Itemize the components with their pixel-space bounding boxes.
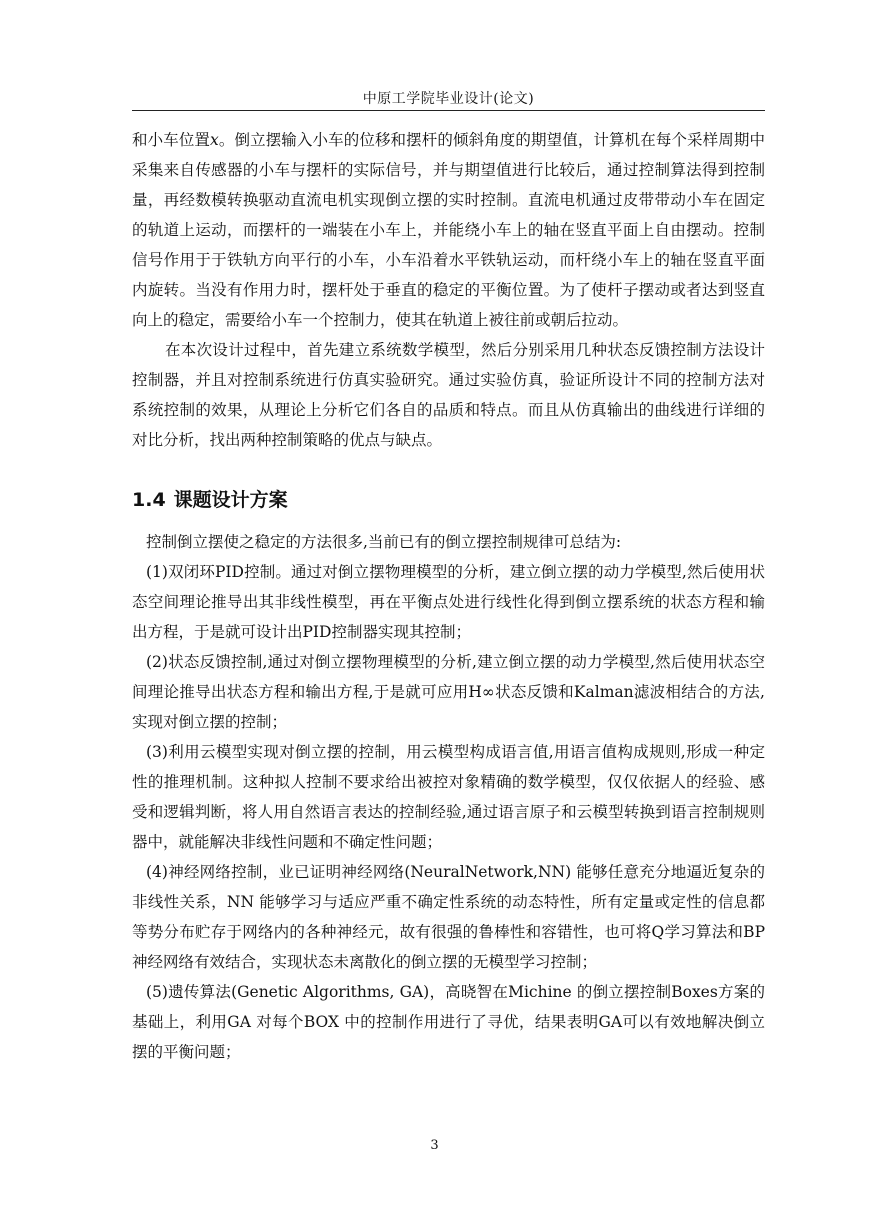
paragraph-method-state-feedback: (2)状态反馈控制,通过对倒立摆物理模型的分析,建立倒立摆的动力学模型,然后使用状态空间理论推导出状态方程和输出方程,于是就可应用H∞状态反馈和Kalman滤波相结合的方法,实现对倒立摆的控制； <box>132 653 765 731</box>
running-header: 中原工学院毕业设计(论文) <box>362 91 535 107</box>
paragraph-method-neural-network: (4)神经网络控制，业已证明神经网络(NeuralNetwork,NN) 能够任意充分地逼近复杂的非线性关系，NN 能够学习与适应严重不确定性系统的动态特性，所有定量或定性的信息都等势分布贮存于网络内的各种神经元，故有很强的鲁棒性和容错性，也可将Q学习算法和BP神经网络有效结合，实现状态未离散化的倒立摆的无模型学习控制； <box>132 863 765 971</box>
page-body <box>132 125 765 1067</box>
header-rule <box>132 110 765 111</box>
page-number: 3 <box>430 1138 439 1153</box>
paragraph-methods-intro: 控制倒立摆使之稳定的方法很多,当前已有的倒立摆控制规律可总结为: <box>146 533 622 551</box>
paragraph-method-cloud-model: (3)利用云模型实现对倒立摆的控制，用云模型构成语言值,用语言值构成规则,形成一种定性的推理机制。这种拟人控制不要求给出被控对象精确的数学模型，仅仅依据人的经验、感受和逻辑判断，将人用自然语言表达的控制经验,通过语言原子和云模型转换到语言控制规则器中，就能解决非线性问题和不确定性问题； <box>132 743 765 851</box>
section-heading <box>132 483 765 517</box>
paragraph-system-description <box>132 125 765 335</box>
variable-x: x <box>210 131 219 149</box>
paragraph-design-process: 在本次设计过程中，首先建立系统数学模型，然后分别采用几种状态反馈控制方法设计控制器，并且对控制系统进行仿真实验研究。通过实验仿真，验证所设计不同的控制方法对系统控制的效果，从理论上分析它们各自的品质和特点。而且从仿真输出的曲线进行详细的对比分析，找出两种控制策略的优点与缺点。 <box>132 341 765 449</box>
section-number: 1.4 <box>132 489 166 511</box>
paragraph-method-genetic-algorithm: (5)遗传算法(Genetic Algorithms, GA)，高晓智在Michine 的倒立摆控制Boxes方案的基础上，利用GA 对每个BOX 中的控制作用进行了寻优，结果表明GA可以有效地解决倒立摆的平衡问题； <box>132 983 765 1061</box>
section-title: 课题设计方案 <box>173 489 288 511</box>
paragraph-method-pid: (1)双闭环PID控制。通过对倒立摆物理模型的分析，建立倒立摆的动力学模型,然后使用状态空间理论推导出其非线性模型，再在平衡点处进行线性化得到倒立摆系统的状态方程和输出方程，于是就可设计出PID控制器实现其控制； <box>132 563 765 641</box>
paragraph-rest: 。倒立摆输入小车的位移和摆杆的倾斜角度的期望值，计算机在每个采样周期中采集来自传感器的小车与摆杆的实际信号，并与期望值进行比较后，通过控制算法得到控制量，再经数模转换驱动直流电机实现倒立摆的实时控制。直流电机通过皮带带动小车在固定的轨道上运动，而摆杆的一端装在小车上，并能绕小车上的轴在竖直平面上自由摆动。控制信号作用于于铁轨方向平行的小车，小车沿着水平铁轨运动，而杆绕小车上的轴在竖直平面内旋转。当没有作用力时，摆杆处于垂直的稳定的平衡位置。为了使杆子摆动或者达到竖直向上的稳定，需要给小车一个控制力，使其在轨道上被往前或朝后拉动。 <box>132 131 765 329</box>
paragraph-lead: 和小车位置 <box>132 131 211 149</box>
